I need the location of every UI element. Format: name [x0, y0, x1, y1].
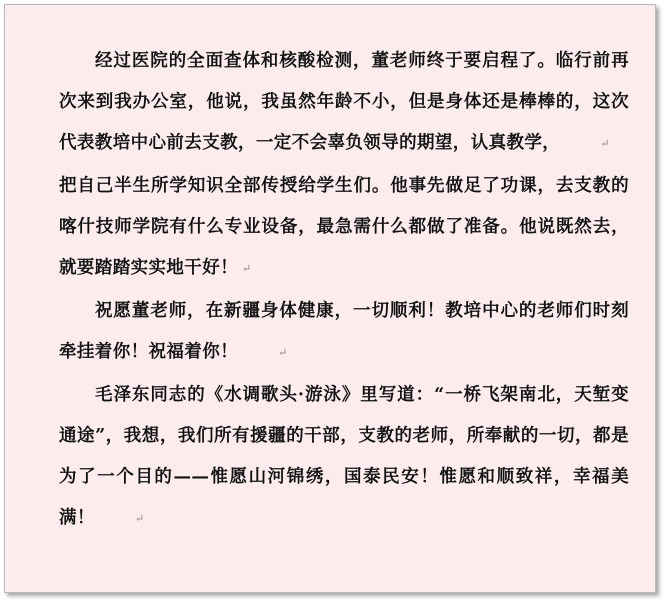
paragraph-mark-icon: ↵ [242, 262, 252, 275]
paragraph-3 [59, 291, 629, 373]
paragraph-4 [59, 375, 629, 539]
paragraph-1 [59, 41, 629, 164]
document-page [4, 4, 656, 593]
paragraph-1-text: 经过医院的全面查体和核酸检测，董老师终于要启程了。临行前再次来到我办公室，他说，我虽然年龄不小，但是身体还是棒棒的，这次代表教培中心前去支教，一定不会辜负领导的期望，认真教学， [59, 51, 629, 153]
paragraph-2-text: 把自己半生所学知识全部传授给学生们。他事先做足了功课，去支教的喀什技师学院有什么专业设备，最急需什么都做了准备。他说既然去，就要踏踏实实地干好！ [59, 176, 629, 278]
paragraph-4-text: 毛泽东同志的《水调歌头·游泳》里写道：“一桥飞架南北，天堑变通途”，我想，我们所有援疆的干部，支教的老师，所奉献的一切，都是为了一个目的——惟愿山河锦绣，国泰民安！惟愿和顺致祥，幸福美满！ [59, 385, 629, 528]
paragraph-2 [59, 166, 629, 289]
document-body [59, 41, 629, 539]
paragraph-3-text: 祝愿董老师，在新疆身体健康，一切顺利！教培中心的老师们时刻牵挂着你！祝福着你！ [59, 301, 629, 362]
paragraph-mark-icon: ↵ [134, 512, 145, 525]
paragraph-mark-icon: ↵ [600, 137, 610, 150]
paragraph-mark-icon: ↵ [278, 346, 288, 359]
